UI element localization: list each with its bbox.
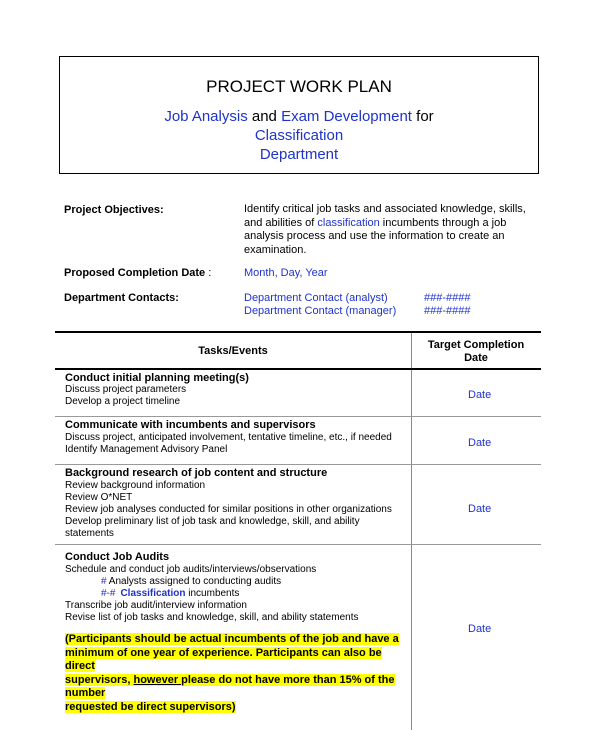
task-line: Develop preliminary list of job task and knowledge, skill, and ability [65,516,360,527]
task-date: Date [468,623,492,635]
task-line: Discuss project parameters [65,384,187,395]
header-tasks: Tasks/Events [198,345,268,357]
task-title: Conduct initial planning meeting(s) [65,372,249,384]
note-line: supervisors, [65,673,134,686]
row-divider [55,464,541,465]
objectives-text-part: incumbents through a job [379,216,507,229]
table-column-divider [411,333,412,730]
bullet-classification: Classification [120,588,186,599]
task-line: Review background information [65,480,206,491]
task-line: Review O*NET [65,492,133,503]
task-date: Date [468,437,492,449]
subtitle-job-analysis: Job Analysis [164,108,248,125]
participants-note [65,632,410,713]
contact-analyst-phone: ###-#### [424,292,471,304]
subtitle-and: and [247,108,282,125]
bullet-text: Analysts assigned to conducting audits [106,576,282,587]
header-target-line: Date [464,352,488,364]
task-line: Review job analyses conducted for similar positions in other organizations [65,504,392,515]
task-line: statements [65,528,114,539]
task-date: Date [468,503,492,515]
task-title: Background research of job content and structure [65,467,328,479]
contact-manager-phone: ###-#### [424,305,471,317]
subtitle-exam-development: Exam Development [281,108,412,125]
objectives-text-part: and abilities of [244,216,318,229]
completion-label [64,267,211,279]
task-line: Transcribe job audit/interview information [65,600,247,611]
objectives-line: Identify critical job tasks and associated knowledge, skills, [244,203,526,215]
task-line: Revise list of job tasks and knowledge, skill, and ability statements [65,612,359,623]
header-target-line: Target Completion [427,339,525,351]
subtitle-for: for [411,108,434,125]
note-line: (Participants should be actual incumbents of the job and have a [65,633,399,645]
subtitle-department: Department [259,146,339,163]
objectives-text [244,203,526,257]
completion-colon: : [208,267,212,279]
objectives-classification: classification [317,216,380,229]
task-line: Discuss project, anticipated involvement, tentative timeline, etc., if needed [65,432,392,443]
note-line: requested be direct supervisors) [65,700,236,713]
objectives-line: examination. [244,243,307,256]
audit-bullet [101,576,281,587]
bullet-prefix: #-# [101,588,116,599]
completion-label-text: Proposed Completion Date [64,267,206,279]
contacts-label: Department Contacts: [64,292,179,304]
task-line: Identify Management Advisory Panel [65,444,228,455]
objectives-line [244,217,526,231]
header-target-completion [411,339,541,365]
note-however: however [133,673,182,686]
note-line: please do not have more than 15% of the number [65,673,395,699]
bullet-text: incumbents [185,588,240,599]
audit-bullet [101,588,239,599]
task-line: Develop a project timeline [65,396,181,407]
row-divider [55,544,541,545]
contact-analyst-name: Department Contact (analyst) [244,292,388,304]
document-title: PROJECT WORK PLAN [206,77,392,96]
objectives-label: Project Objectives: [64,204,164,216]
completion-value: Month, Day, Year [244,267,328,279]
table-header-rule [55,368,541,370]
task-title: Conduct Job Audits [65,551,170,563]
bullet-prefix: # [101,576,107,587]
subtitle-classification: Classification [254,127,344,144]
task-line: Schedule and conduct job audits/interviews/observations [65,564,317,575]
table-top-rule [55,331,541,333]
task-title: Communicate with incumbents and supervisors [65,419,316,431]
document-subtitle [60,107,538,164]
title-box [59,56,539,174]
contact-manager-name: Department Contact (manager) [244,305,397,317]
row-divider [55,416,541,417]
note-line: minimum of one year of experience. Participants can also be direct [65,646,382,672]
task-date: Date [468,389,492,401]
objectives-line: analysis process and use the information to create an [244,230,505,242]
